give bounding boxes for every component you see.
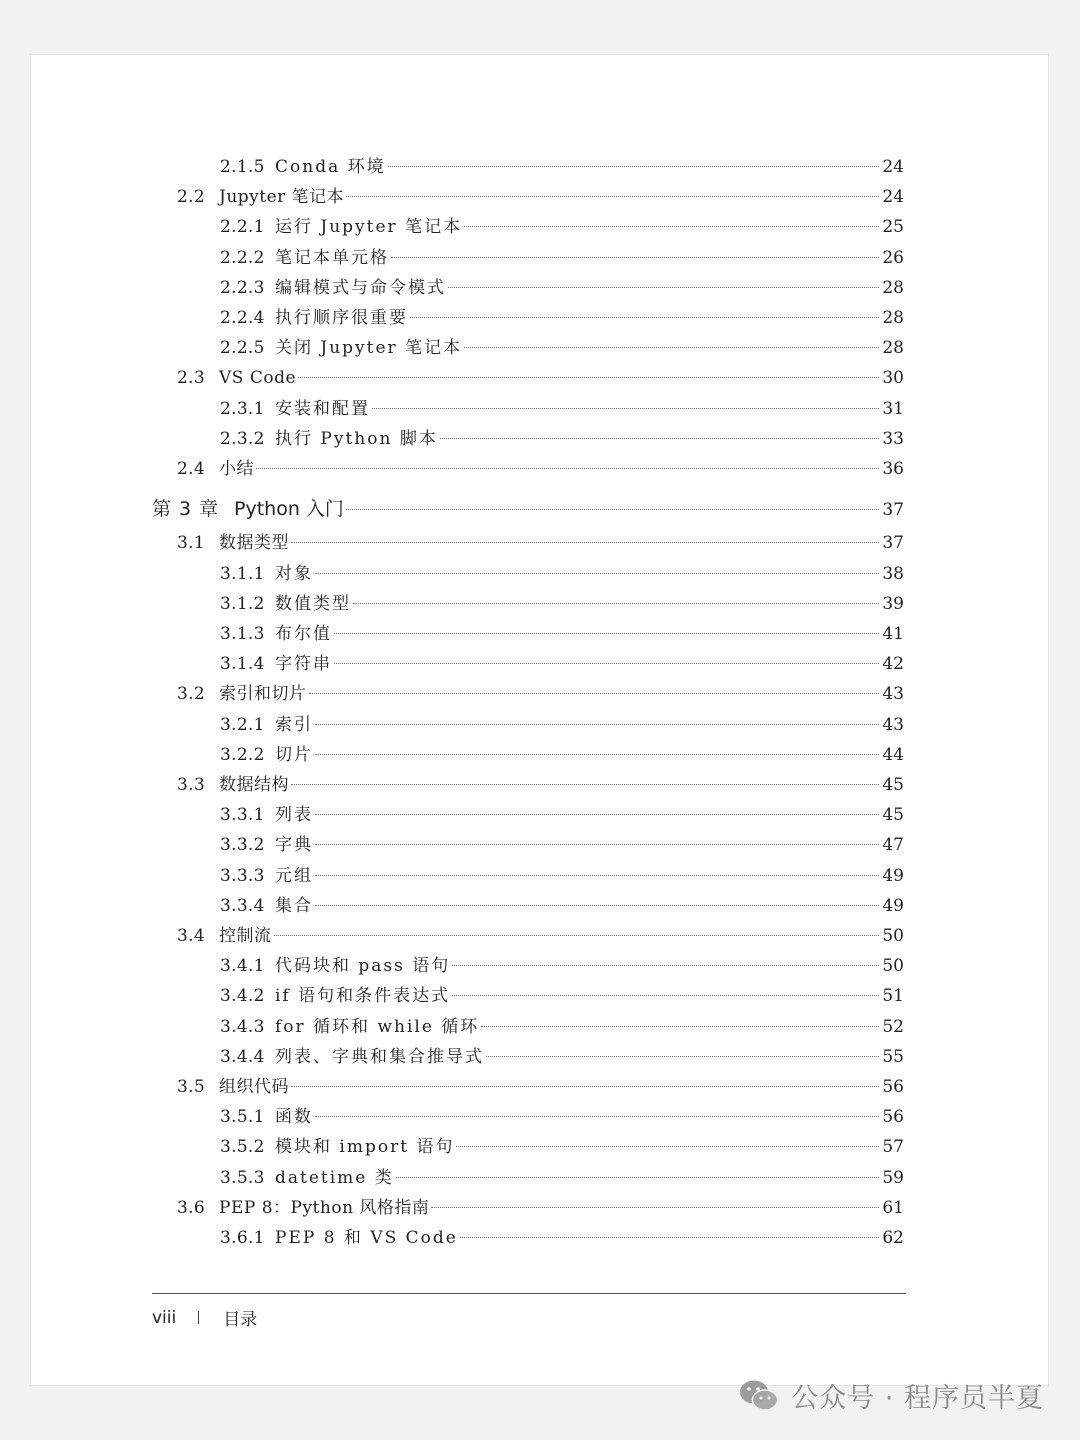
toc-entry-number: 3.5.3: [220, 1168, 265, 1188]
toc-entry-page: 61: [882, 1198, 904, 1218]
toc-entry: [220, 429, 904, 449]
watermark: [739, 1376, 1044, 1415]
toc-entry-number: 3.2: [177, 684, 205, 704]
dot-leader: [486, 1056, 879, 1057]
toc-entry-title: 小结: [219, 459, 254, 479]
toc-entry: [177, 459, 904, 479]
dot-leader: [481, 1026, 879, 1027]
dot-leader: [452, 995, 879, 996]
toc-entry: [220, 157, 904, 177]
toc-entry-title: 函数: [275, 1107, 313, 1127]
toc-entry-title: if 语句和条件表达式: [275, 986, 451, 1006]
toc-entry: [177, 533, 904, 553]
toc-entry-title: VS Code: [219, 368, 297, 388]
dot-leader: [315, 1116, 879, 1117]
toc-entry-page: 44: [882, 745, 904, 765]
toc-entry-page: 49: [882, 866, 904, 886]
toc-entry-number: 第 3 章: [152, 498, 220, 520]
toc-entry-page: 24: [882, 157, 904, 177]
toc-entry-page: 55: [882, 1047, 904, 1067]
toc-entry-number: 3.1.1: [220, 564, 265, 584]
toc-entry-number: 2.2.3: [220, 278, 265, 298]
toc-entry: [177, 775, 904, 795]
dot-leader: [274, 935, 880, 936]
toc-entry-number: 3.3.3: [220, 866, 265, 886]
toc-entry-title: 数值类型: [275, 594, 351, 614]
toc-entry-title: 字典: [275, 835, 313, 855]
toc-entry-title: 安装和配置: [275, 399, 370, 419]
toc-entry: [220, 594, 904, 614]
wechat-icon: [739, 1379, 779, 1413]
dot-leader: [372, 408, 879, 409]
dot-leader: [452, 965, 879, 966]
toc-entry: [220, 835, 904, 855]
toc-entry: [220, 866, 904, 886]
dot-leader: [464, 226, 879, 227]
dot-leader: [456, 1146, 879, 1147]
toc-entry-number: 3.4.4: [220, 1047, 265, 1067]
toc-entry-page: 26: [882, 248, 904, 268]
toc-entry-title: 运行 Jupyter 笔记本: [275, 217, 463, 237]
toc-entry: [220, 1017, 904, 1037]
toc-entry-page: 31: [882, 399, 904, 419]
dot-leader: [315, 573, 879, 574]
dot-leader: [334, 663, 879, 664]
toc-entry-number: 2.3.2: [220, 429, 265, 449]
toc-entry-page: 30: [882, 368, 904, 388]
toc-entry-page: 50: [882, 926, 904, 946]
toc-entry-title: 笔记本单元格: [275, 248, 389, 268]
toc-entry-number: 2.2.4: [220, 308, 265, 328]
toc-entry-number: 3.6: [177, 1198, 205, 1218]
toc-entry-number: 3.1.3: [220, 624, 265, 644]
toc-entry-page: 45: [882, 805, 904, 825]
toc-entry-page: 33: [882, 429, 904, 449]
toc-entry: [220, 805, 904, 825]
book-page: [30, 54, 1049, 1386]
toc-entry-number: 3.4: [177, 926, 205, 946]
dot-leader: [448, 287, 879, 288]
toc-entry: [220, 1107, 904, 1127]
toc-entry-title: 数据类型: [219, 533, 289, 553]
toc-entry-page: 50: [882, 956, 904, 976]
dot-leader: [315, 724, 879, 725]
toc-entry-number: 3.1.2: [220, 594, 265, 614]
toc-entry: [220, 1168, 904, 1188]
toc-entry-page: 28: [882, 278, 904, 298]
dot-leader: [396, 1177, 880, 1178]
toc-entry-title: 控制流: [219, 926, 272, 946]
toc-entry: [220, 1047, 904, 1067]
page-number: viii: [152, 1307, 177, 1328]
toc-entry: [220, 745, 904, 765]
toc-entry-page: 38: [882, 564, 904, 584]
dot-leader: [315, 875, 879, 876]
toc-entry-page: 37: [882, 533, 904, 553]
toc-entry-number: 3.6.1: [220, 1228, 265, 1248]
toc-entry-page: 28: [882, 338, 904, 358]
dot-leader: [291, 1086, 879, 1087]
toc-entry-title: 数据结构: [219, 775, 289, 795]
toc-entry-page: 43: [882, 684, 904, 704]
toc-entry-number: 2.3.1: [220, 399, 265, 419]
dot-leader: [298, 377, 879, 378]
toc-entry-number: 3.4.3: [220, 1017, 265, 1037]
toc-entry-page: 59: [882, 1168, 904, 1188]
toc-entry: [220, 956, 904, 976]
toc-entry-page: 28: [882, 308, 904, 328]
dot-leader: [388, 166, 880, 167]
toc-entry-page: 49: [882, 896, 904, 916]
toc-entry: [177, 368, 904, 388]
toc-entry-number: 3.2.1: [220, 715, 265, 735]
toc-entry-title: 布尔值: [275, 624, 332, 644]
toc-entry: [177, 684, 904, 704]
toc-entry: [220, 308, 904, 328]
toc-entry: [220, 399, 904, 419]
dot-leader: [431, 1207, 879, 1208]
toc-entry: [220, 1137, 904, 1157]
toc-entry-page: 24: [882, 187, 904, 207]
toc-entry-number: 3.3: [177, 775, 205, 795]
toc-entry-number: 3.3.2: [220, 835, 265, 855]
toc-entry-number: 3.2.2: [220, 745, 265, 765]
toc-chapter-entry: [152, 499, 904, 520]
dot-leader: [346, 196, 879, 197]
dot-leader: [391, 257, 879, 258]
toc-entry-title: 执行 Python 脚本: [275, 429, 438, 449]
footer-separator: [198, 1311, 199, 1324]
dot-leader: [256, 468, 879, 469]
toc-entry-number: 2.4: [177, 459, 205, 479]
toc-entry-title: 字符串: [275, 654, 332, 674]
toc-entry-title: Jupyter 笔记本: [219, 187, 345, 207]
dot-leader: [309, 693, 880, 694]
toc-entry-number: 3.1: [177, 533, 205, 553]
toc-entry-number: 3.4.2: [220, 986, 265, 1006]
toc-entry: [220, 715, 904, 735]
toc-entry-page: 25: [882, 217, 904, 237]
toc-entry-page: 42: [882, 654, 904, 674]
toc-entry-title: datetime 类: [275, 1168, 394, 1188]
toc-entry-title: for 循环和 while 循环: [275, 1017, 480, 1037]
toc-entry-page: 43: [882, 715, 904, 735]
dot-leader: [464, 347, 879, 348]
running-header-section: 目录: [223, 1310, 258, 1330]
toc-entry-page: 41: [882, 624, 904, 644]
toc-entry-title: PEP 8 和 VS Code: [275, 1228, 458, 1248]
watermark-text: 公众号 · 程序员半夏: [791, 1383, 1044, 1414]
dot-leader: [315, 905, 879, 906]
toc-entry-page: 56: [882, 1107, 904, 1127]
dot-leader: [315, 754, 879, 755]
dot-leader: [460, 1237, 880, 1238]
dot-leader: [353, 603, 879, 604]
toc-entry-title: PEP 8：Python 风格指南: [219, 1198, 430, 1218]
toc-entry-title: 模块和 import 语句: [275, 1137, 455, 1157]
dot-leader: [315, 844, 879, 845]
toc-entry: [220, 1228, 904, 1248]
dot-leader: [410, 317, 879, 318]
toc-entry-number: 3.3.4: [220, 896, 265, 916]
dot-leader: [291, 784, 879, 785]
toc-entry: [177, 187, 904, 207]
toc-entry-number: 2.3: [177, 368, 205, 388]
toc-entry: [220, 338, 904, 358]
toc-entry-title: 组织代码: [219, 1077, 289, 1097]
toc-entry-title: 列表: [275, 805, 313, 825]
toc-entry-title: 元组: [275, 866, 313, 886]
toc-entry: [220, 624, 904, 644]
toc-entry-page: 47: [882, 835, 904, 855]
toc-entry-page: 39: [882, 594, 904, 614]
toc-entry: [220, 278, 904, 298]
toc-entry-page: 56: [882, 1077, 904, 1097]
toc-entry-title: Conda 环境: [275, 157, 386, 177]
dot-leader: [334, 633, 879, 634]
toc-entry-title: Python 入门: [234, 498, 344, 520]
toc-entry-page: 51: [882, 986, 904, 1006]
toc-entry-number: 3.5.1: [220, 1107, 265, 1127]
toc-entry-title: 编辑模式与命令模式: [275, 278, 446, 298]
toc-entry: [177, 1077, 904, 1097]
toc-entry-page: 45: [882, 775, 904, 795]
toc-entry-title: 索引: [275, 715, 313, 735]
toc-entry-number: 3.5.2: [220, 1137, 265, 1157]
toc-entry-title: 代码块和 pass 语句: [275, 956, 451, 976]
footer-rule: [152, 1293, 906, 1294]
toc-entry-page: 62: [882, 1228, 904, 1248]
toc-entry: [220, 217, 904, 237]
toc-entry: [220, 248, 904, 268]
toc-entry-number: 3.5: [177, 1077, 205, 1097]
dot-leader: [291, 542, 879, 543]
toc-entry-number: 2.1.5: [220, 157, 265, 177]
toc-entry-page: 36: [882, 459, 904, 479]
toc-entry: [220, 654, 904, 674]
toc-entry-page: 52: [882, 1017, 904, 1037]
toc-entry-title: 执行顺序很重要: [275, 308, 408, 328]
toc-entry-title: 集合: [275, 896, 313, 916]
toc-entry-page: 57: [882, 1137, 904, 1157]
toc-entry-number: 2.2.2: [220, 248, 265, 268]
dot-leader: [346, 509, 879, 510]
toc-entry-title: 列表、字典和集合推导式: [275, 1047, 484, 1067]
dot-leader: [440, 438, 880, 439]
toc-entry-title: 对象: [275, 564, 313, 584]
toc-entry-title: 关闭 Jupyter 笔记本: [275, 338, 463, 358]
toc-entry-number: 2.2.5: [220, 338, 265, 358]
toc-entry: [220, 986, 904, 1006]
toc-entry: [220, 564, 904, 584]
toc-entry: [220, 896, 904, 916]
toc-entry: [177, 926, 904, 946]
toc-entry-title: 切片: [275, 745, 313, 765]
toc-entry: [177, 1198, 904, 1218]
toc-entry-number: 3.1.4: [220, 654, 265, 674]
dot-leader: [315, 814, 879, 815]
toc-entry-title: 索引和切片: [219, 684, 307, 704]
toc-entry-page: 37: [882, 500, 904, 520]
toc-entry-number: 3.3.1: [220, 805, 265, 825]
toc-entry-number: 2.2.1: [220, 217, 265, 237]
page-footer: [152, 1305, 257, 1330]
toc-entry-number: 2.2: [177, 187, 205, 207]
toc-entry-number: 3.4.1: [220, 956, 265, 976]
